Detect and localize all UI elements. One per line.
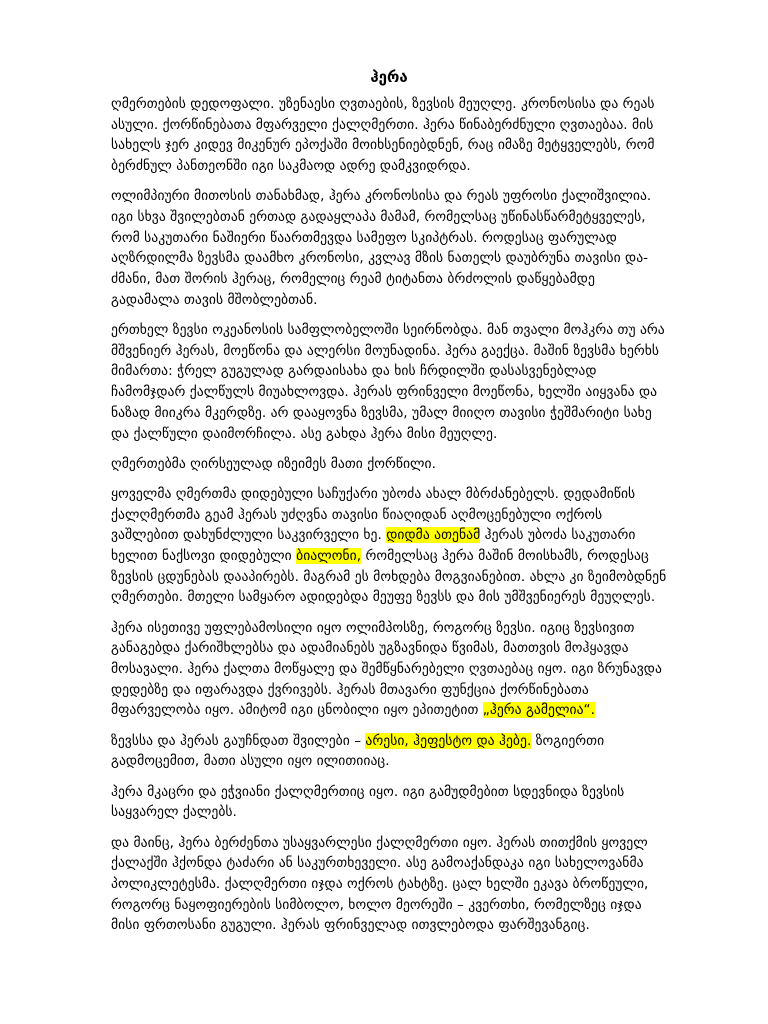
paragraph — [111, 782, 667, 823]
paragraph — [111, 484, 667, 608]
paragraph — [111, 731, 667, 772]
text-segment: ღმერთებმა ღირსეულად იზეიმეს მათი ქორწილი. — [111, 455, 437, 472]
text-segment: ზევსსა და ჰერას გაუჩნდათ შვილები – — [111, 732, 366, 749]
paragraph — [111, 833, 667, 937]
highlighted-text: არესი, ჰეფესტო და ჰებე. — [365, 732, 532, 749]
highlighted-text: დიდმა ათენამ — [386, 527, 481, 544]
paragraph — [111, 320, 667, 444]
paragraph — [111, 94, 667, 177]
highlighted-text: „ჰერა გამელია“. — [482, 702, 596, 719]
paragraph — [111, 454, 667, 475]
text-segment: ერთხელ ზევსი ოკეანოსის სამფლობელოში სეირნობდა. მან თვალი მოჰკრა თუ არა მშვენიერ ჰერას, მოეწონა და ალერსი მოუნადინა. ჰერა გაექცა. მაშინ ზევსმა ხერხს მიმართა: ჭრელ გუგულად გარდაისახა და ხის ჩრდილში დასასვენებლად ჩამომჯდარ ქალწულს მიუახლოვდა. ჰერას ფრინველი მოეწონა, ხელში აიყვანა და ნაზად მიიკრა მკერდზე. არ დააყოვნა ზევსმა, უმალ მიიღო თავისი ჭეშმარიტი სახე და ქალწული დაიმორჩილა. ასე გახდა ჰერა მისი მეუღლე. — [111, 322, 665, 442]
text-segment: ჰერა მკაცრი და ეჭვიანი ქალღმერთიც იყო. იგი გამუდმებით სდევნიდა ზევსის საყვარელ ქალებს. — [111, 783, 625, 821]
highlighted-text: ბიალონი, — [296, 548, 362, 565]
text-segment: ყოველმა ღმერთმა დიდებული საჩუქარი უბოძა ახალ მბრძანებელს. დედამიწის ქალღმერთმა გეამ ჰერას უძღვნა თავისი წიაღიდან აღმოცენებული ოქროს ვაშლებით დახუნძლული საკვირველი ხე. — [111, 485, 636, 544]
text-segment: ჰერა ისეთივე უფლებამოსილი იყო ოლიმპოსზე, როგორც ზევსი. იგიც ზევსივით განაგებდა ქარიშხლებსა და ადამიანებს უგზავნიდა წვიმას, მათთვის მოჰყავდა მოსავალი. ჰერა ქალთა მოწყალე და შემწყნარებელი ღვთაებაც იყო. იგი ზრუნავდა დედებზე და იფარავდა ქვრივებს. ჰერას მთავარი ფუნქცია ქორწინებათა მფარველობა იყო. ამიტომ იგი ცნობილი იყო ეპითეტით — [111, 619, 662, 719]
text-segment: და მაინც, ჰერა ბერძენთა უსაყვარლესი ქალღმერთი იყო. ჰერას თითქმის ყოველ ქალაქში ჰქონდა ტაძარი ან საკურთხეველი. ასე გამოაქანდაკა იგი სახელოვანმა პოლიკლეტესმა. ქალღმერთი იჯდა ოქროს ტახტზე. ცალ ხელში ეკავა ბროწეული, როგორც ნაყოფიერების სიმბოლო, ხოლო მეორეში – კვერთხი, რომელზეც იჯდა მისი ფრთოსანი გუგული. ჰერას ფრინველად ითვლებოდა ფარშევანგიც. — [111, 834, 649, 934]
text-segment: ღმერთების დედოფალი. უზენაესი ღვთაების, ზევსის მეუღლე. კრონოსისა და რეას ასული. ქორწინებათა მფარველი ქალღმერთი. ჰერა წინაბერძნული ღვთაებაა. მის სახელს ჯერ კიდევ მიკენურ ეპოქაში მოიხსენიებდნენ, რაც იმაზე მეტყველებს, რომ ბერძნულ პანთეონში იგი საკმაოდ ადრე დამკვიდრდა. — [111, 96, 655, 175]
text-segment: ოლიმპიური მითოსის თანახმად, ჰერა კრონოსისა და რეას უფროსი ქალიშვილია. იგი სხვა შვილებთან ერთად გადაყლაპა მამამ, რომელსაც უწინასწარმეტყველეს, რომ საკუთარი ნაშიერი წაართმევდა სამეფო სკიპტრას. როდესაც ფარულად აღზრდილმა ზევსმა დაამხო კრონოსი, კვლავ მზის ნათელს დაუბრუნა თავისი და-ძმანი, მათ შორის ჰერაც, რომელიც რეამ ტიტანთა ბრძოლის დაწყებამდე გადამალა თავის მშობლებთან. — [111, 188, 652, 308]
text-segment: ზოგიერთი გადმოცემით, მათი ასული იყო ილითიიაც. — [111, 732, 605, 770]
text-segment: რომელსაც ჰერა მაშინ მოისხამს, როდესაც ზევსის ცდუნებას დააპირებს. მაგრამ ეს მოხდება მოგვიანებით. ახლა კი ზეიმობდნენ ღმერთები. მთელი სამყარო ადიდებდა მეუფე ზევსს და მის უმშვენიერეს მეუღლეს. — [111, 548, 667, 606]
paragraph — [111, 186, 667, 310]
document-title: ჰერა — [370, 68, 408, 86]
paragraph — [111, 618, 667, 722]
document-body — [111, 94, 667, 936]
document-page — [111, 66, 667, 946]
text-segment: ჰერას უბოძა საკუთარი ხელით ნაქსოვი დიდებული — [111, 527, 636, 565]
